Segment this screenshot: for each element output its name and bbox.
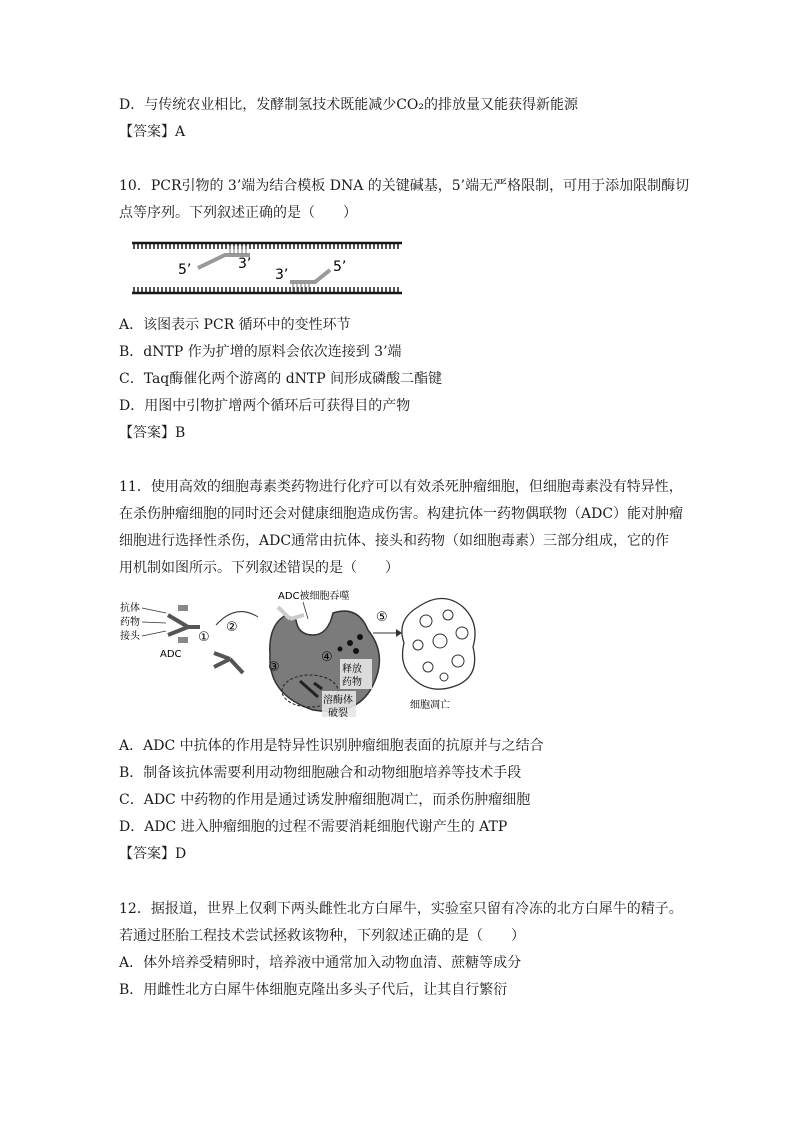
q11-stem-line3: 细胞进行选择性杀伤，ADC通常由抗体、接头和药物（如细胞毒素）三部分组成，它的作: [119, 533, 670, 549]
pcr-primer-figure: [130, 238, 405, 300]
q11-answer: 【答案】D: [119, 846, 187, 862]
label-linker: 接头: [120, 631, 140, 642]
q11-option-a: A．ADC 中抗体的作用是特异性识别肿瘤细胞表面的抗原并与之结合: [119, 738, 544, 754]
q10-option-c: C．Taq酶催化两个游离的 dNTP 间形成磷酸二酯键: [119, 371, 443, 387]
q10-option-a: A．该图表示 PCR 循环中的变性环节: [119, 317, 351, 333]
q12-stem-line1: 12．据报道，世界上仅剩下两头雌性北方白犀牛，实验室只留有冷冻的北方白犀牛的精子。: [119, 901, 683, 917]
adc-molecule-icon: [168, 605, 200, 643]
step-5: ⑤: [376, 610, 388, 625]
q10-stem-line1: 10．PCR引物的 3’端为结合模板 DNA 的关键碱基，5’端无严格限制，可用于添加限制酶切: [119, 178, 690, 194]
q10-option-d: D．用图中引物扩增两个循环后可获得目的产物: [119, 398, 411, 414]
label-3prime-right: 3’: [275, 267, 289, 283]
label-adc: ADC: [160, 649, 182, 660]
label-release-1: 释放: [342, 664, 362, 675]
label-lysosome-1: 溶酶体: [323, 695, 353, 706]
q12-option-b: B．用雌性北方白犀牛体细胞克隆出多头子代后，让其自行繁衍: [119, 982, 508, 998]
q10-option-b: B．dNTP 作为扩增的原料会依次连接到 3’端: [119, 344, 402, 360]
label-5prime-left: 5’: [178, 262, 192, 278]
label-3prime-left: 3’: [238, 256, 252, 272]
q11-stem-line2: 在杀伤肿瘤细胞的同时还会对健康细胞造成伤害。构建抗体一药物偶联物（ADC）能对肿瘤: [119, 506, 684, 522]
template-strand-top: [132, 243, 402, 249]
step-3: ③: [268, 660, 280, 675]
label-adc-engulfed: ADC被细胞吞噬: [278, 591, 350, 602]
template-strand-bottom: [132, 287, 402, 293]
q12-option-a: A．体外培养受精卵时，培养液中通常加入动物血清、蔗糖等成分: [119, 955, 522, 971]
q11-option-c: C．ADC 中药物的作用是通过诱发肿瘤细胞凋亡，而杀伤肿瘤细胞: [119, 792, 531, 808]
label-antibody: 抗体: [120, 603, 140, 614]
apoptotic-cell: [402, 599, 475, 690]
step-1: ①: [198, 630, 210, 645]
q10-answer: 【答案】B: [119, 425, 186, 441]
label-drug: 药物: [120, 617, 140, 628]
adc-mechanism-figure: [118, 585, 483, 720]
q11-option-b: B．制备该抗体需要利用动物细胞融合和动物细胞培养等技术手段: [119, 765, 522, 781]
label-release-2: 药物: [342, 677, 362, 688]
step-2: ②: [226, 620, 238, 635]
q10-stem-line2: 点等序列。下列叙述正确的是（ ）: [119, 205, 357, 221]
label-apoptosis: 细胞凋亡: [410, 700, 450, 711]
adc-binding-icon: [214, 653, 243, 673]
q9-option-d: D．与传统农业相比，发酵制氢技术既能减少CO₂的排放量又能获得新能源: [119, 97, 579, 113]
label-5prime-right: 5’: [333, 259, 347, 275]
q11-stem-line1: 11．使用高效的细胞毒素类药物进行化疗可以有效杀死肿瘤细胞，但细胞毒素没有特异性，: [119, 479, 683, 495]
q12-stem-line2: 若通过胚胎工程技术尝试拯救该物种，下列叙述正确的是（ ）: [119, 928, 525, 944]
q9-answer: 【答案】A: [119, 124, 186, 140]
label-lysosome-2: 破裂: [328, 708, 348, 719]
q11-option-d: D．ADC 进入肿瘤细胞的过程不需要消耗细胞代谢产生的 ATP: [119, 819, 508, 835]
q11-stem-line4: 用机制如图所示。下列叙述错误的是（ ）: [119, 560, 399, 576]
step-4: ④: [321, 650, 333, 665]
